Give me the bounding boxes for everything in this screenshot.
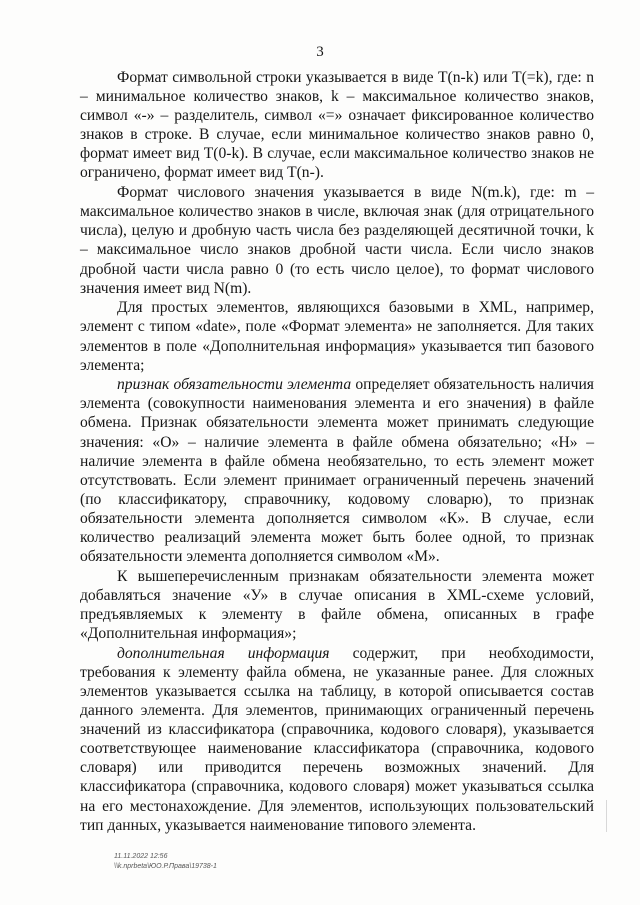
term-additional-info: дополнительная информация	[117, 644, 330, 662]
paragraph-conditional-value: К вышеперечисленным признакам обязательности элемента может добавляться значение «У» в случае описания в XML-схеме условий, предъявляемых к элементу в файле обмена, описанных в графе «Дополнительная информация»;	[80, 567, 594, 643]
paragraph-mandatory-flag	[80, 375, 594, 566]
footer-file-path: \\k.nprbeta\ЮО.Р.Права\19738-1	[114, 863, 217, 870]
paragraph-additional-info-text: содержит, при необходимости, требования к элементу файла обмена, не указанные ранее. Для сложных элементов указывается ссылка на таблицу, в которой описывается состав данного элемента. Для элементов, принимающих ограниченный перечень значений из классификатора (справочника, кодового словаря), указывается соответствующее наименование классификатора (справочника, кодового словаря) или приводится перечень возможных значений. Для классификатора (справочника, кодового словаря) может указываться ссылка на его местонахождение. Для элементов, использующих пользовательский тип данных, указывается наименование типового элемента.	[80, 644, 594, 834]
document-body	[80, 68, 594, 835]
document-footer	[114, 852, 217, 872]
scan-edge-mark	[606, 800, 607, 832]
term-mandatory-flag: признак обязательности элемента	[117, 376, 352, 394]
paragraph-simple-elements: Для простых элементов, являющихся базовыми в XML, например, элемент с типом «date», поле «Формат элемента» не заполняется. Для таких элементов в поле «Дополнительная информация» указывается тип базового элемента;	[80, 299, 594, 374]
footer-timestamp: 11.11.2022 12:56	[114, 853, 168, 860]
paragraph-additional-info	[80, 644, 594, 835]
paragraph-mandatory-flag-text: определяет обязательность наличия элемента (совокупности наименования элемента и его значения) в файле обмена. Признак обязательности элемента может принимать следующие значения: «О» – наличие элемента в файле обмена обязательно; «Н» – наличие элемента в файле обмена необязательно, то есть элемент может отсутствовать. Если элемент принимает ограниченный перечень значений (по классификатору, справочнику, кодовому словарю), то признак обязательности элемента дополняется символом «К». В случае, если количество реализаций элемента может быть более одной, то признак обязательности элемента дополняется символом «М».	[80, 376, 594, 566]
paragraph-number-format: Формат числового значения указывается в виде N(m.k), где: m – максимальное количество знаков в числе, включая знак (для отрицательного числа), целую и дробную часть числа без разделяющей десятичной точки, k – максимальное число знаков дробной части числа. Если число знаков дробной части числа равно 0 (то есть число целое), то формат числового значения имеет вид N(m).	[80, 184, 594, 297]
paragraph-string-format: Формат символьной строки указывается в виде T(n-k) или T(=k), где: n – минимальное количество знаков, k – максимальное количество знаков, символ «-» – разделитель, символ «=» означает фиксированное количество знаков в строке. В случае, если минимальное количество знаков равно 0, формат имеет вид T(0-k). В случае, если максимальное количество знаков не ограничено, формат имеет вид T(n-).	[80, 69, 594, 182]
page-number: 3	[316, 44, 324, 60]
